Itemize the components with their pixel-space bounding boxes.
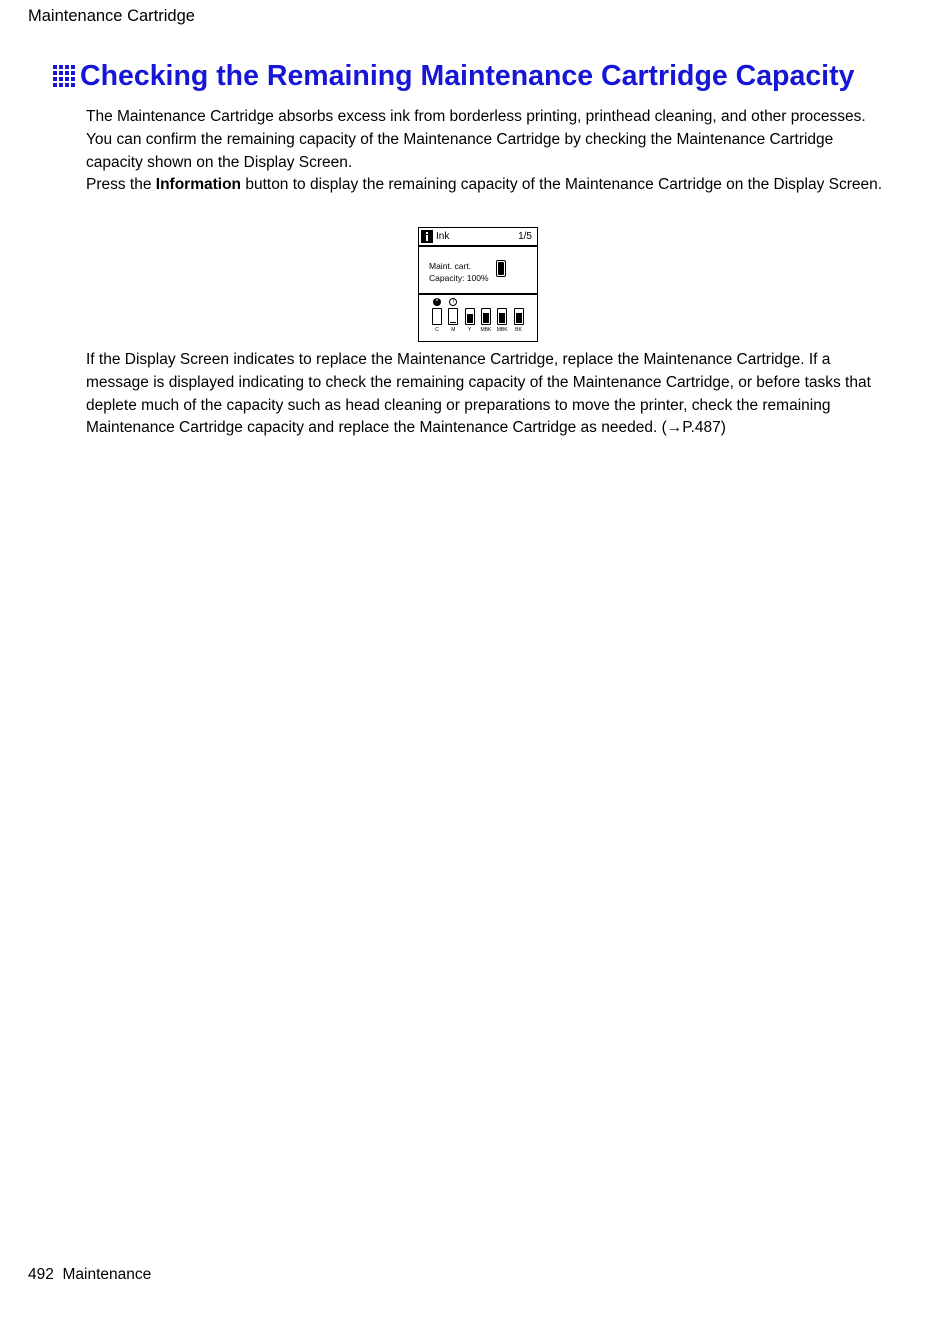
ink-label: MBK [480,327,492,333]
ink-label: BK [515,327,522,333]
paragraph-absorbs: The Maintenance Cartridge absorbs excess ink from borderless printing, printhead cleaning, and other processes. You can confirm the remaining capacity of the Maintenance Cartridge by checking the Maintenance Cartridge capacity shown on the Display Screen. [86,108,866,171]
ink-label: M [451,327,456,333]
ink-level-icon [497,308,507,325]
ink-tank-y [464,297,478,342]
page-footer [28,1265,151,1285]
ink-label: C [435,327,439,333]
replacement-text [86,349,886,440]
intro-text [86,106,886,197]
section-title: Checking the Remaining Maintenance Cartridge Capacity [80,60,855,92]
paragraph-press-information: Press the Information button to display the remaining capacity of the Maintenance Cartridge on the Display Screen. [86,176,883,194]
ink-label: MBK [496,327,508,333]
display-page-indicator: 1/5 [518,231,532,242]
grid-bullet-icon [53,65,75,87]
capacity-readout: Capacity: 100% [429,273,489,283]
footer-section-name: Maintenance [62,1266,152,1283]
error-mark-icon: × [433,298,441,306]
section-heading [53,58,854,94]
information-icon [421,230,433,243]
running-header: Maintenance Cartridge [28,7,195,25]
ink-tank-bk [513,297,527,342]
ink-tank-mbk [496,297,510,342]
display-header [419,228,537,247]
display-title: Ink [436,231,450,242]
ink-level-icon [432,308,442,325]
ink-tank-mbk [480,297,494,342]
paragraph-replace: If the Display Screen indicates to replace the Maintenance Cartridge, replace the Maintenance Cartridge. If a message is displayed indicating to check the remaining capacity of the Maintenance Cartridge, or before tasks that deplete much of the capacity such as head cleaning or preparations to move the printer, check the remaining Maintenance Cartridge capacity and replace the Maintenance Cartridge as needed. (→P.487) [86,351,871,437]
ink-level-icon [448,308,458,325]
maintenance-capacity-panel [419,247,537,295]
information-button-term: Information [155,176,242,194]
ink-tank-c [431,297,445,342]
ink-label: Y [467,327,472,333]
ink-level-icon [465,308,475,325]
ink-tank-m [447,297,461,342]
ink-level-icon [514,308,524,325]
ink-level-icon [481,308,491,325]
maintenance-cartridge-icon [496,260,506,277]
maint-cart-label: Maint. cart. [429,261,472,271]
page-number: 492 [28,1266,54,1283]
display-screen-illustration [418,227,538,342]
ink-tank-row [419,297,537,342]
warning-mark-icon: ! [449,298,457,306]
